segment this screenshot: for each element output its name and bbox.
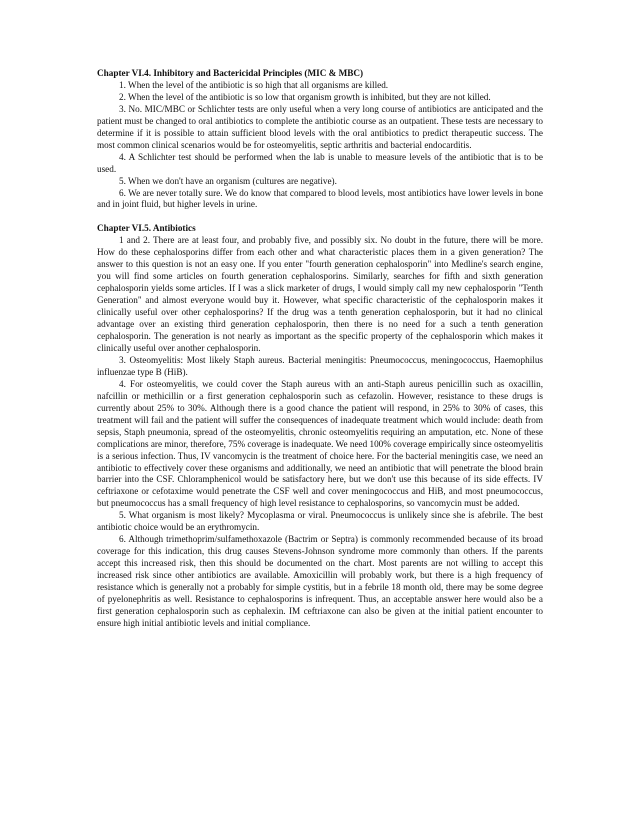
answer-paragraph: 1. When the level of the antibiotic is so high that all organisms are killed. (119, 79, 389, 90)
answer-paragraph: 5. What organism is most likely? Mycoplasma or viral. Pneumococcus is unlikely since she is afebrile. The best antibiotic choice would be an erythromycin. (97, 510, 543, 533)
section-heading: Chapter VI.5. Antibiotics (97, 223, 196, 234)
answer-paragraph: 1 and 2. There are at least four, and probably five, and possibly six. No doubt in the future, there will be more. How do these cephalosporins differ from each other and what characteristic places them in a given generation? The answer to this question is not an easy one. If you enter "fourth generation cephalosporin" into Medline's search engine, you will find some articles on fourth generation cephalosporins. Similarly, searches for fifth and sixth generation cephalosporin yields some articles. If I was a slick marketer of drugs, I would simply call my new cephalosporin "Tenth Generation" and almost everyone would buy it. However, what specific characteristic of the cephalosporin makes it clinically useful over other cephalosporins? If the drug was a tenth generation cephalosporin, but it had no clinical advantage over an existing third generation cephalosporin, then there is no need for a such a tenth generation cephalosporin. The generation is not nearly as important as the specific property of the cephalosporin which makes it clinically useful over another cephalosporin. (97, 235, 543, 353)
answer-paragraph: 3. No. MIC/MBC or Schlichter tests are only useful when a very long course of antibiotics are anticipated and the patient must be changed to oral antibiotics to complete the antibiotic course as an outpatient. These tests are necessary to determine if it is possible to attain sufficient blood levels with the oral antibiotics to predict therapeutic success. The most common clinical scenarios would be for osteomyelitis, septic arthritis and bacterial endocarditis. (97, 103, 543, 150)
section-heading: Chapter VI.4. Inhibitory and Bactericidal Principles (MIC & MBC) (97, 68, 364, 78)
answer-paragraph: 4. For osteomyelitis, we could cover the Staph aureus with an anti-Staph aureus penicillin such as oxacillin, nafcillin or methicillin or a first generation cephalosporin such as cefazolin. However, resistance to these drugs is currently about 25% to 30%. Although there is a good chance the patient will respond, in 25% to 30% of cases, this treatment will fail and the patient will suffer the consequences of inadequate treatment which would include: death from sepsis, Staph pneumonia, spread of the osteomyelitis, chronic osteomyelitis requiring an amputation, etc. None of these complications are minor, therefore, 75% coverage is inadequate. We need 100% coverage empirically since osteomyelitis is a serious infection. Thus, IV vancomycin is the treatment of choice here. For the bacterial meningitis case, we need an antibiotic to effectively cover these organisms and additionally, we need an antibiotic that will penetrate the blood brain barrier into the CSF. Chloramphenicol would be satisfactory here, but we don't use this because of its side effects. IV ceftriaxone or cefotaxime would penetrate the CSF well and cover meningococcus and HiB, and most pneumococcus, but pneumococcus has a small frequency of high level resistance to cephalosporins, so vancomycin must be added. (97, 378, 543, 509)
answer-paragraph: 2. When the level of the antibiotic is so low that organism growth is inhibited, but they are not killed. (119, 91, 491, 102)
answer-paragraph: 6. Although trimethoprim/sulfamethoxazole (Bactrim or Septra) is commonly recommended because of its broad coverage for this indication, this drug causes Stevens-Johnson syndrome more commonly than others. If the parents accept this increased risk, then this should be documented on the chart. Most parents are not willing to accept this increased risk since other antibiotics are available. Amoxicillin will probably work, but there is a high frequency of resistance which is generally not a probably for simple cystitis, but in a febrile 18 month old, there may be some degree of pyelonephritis as well. Resistance to cephalosporins is infrequent. Thus, an acceptable answer here would also be a first generation cephalosporin such as cephalexin. IM ceftriaxone can also be given at the initial patient encounter to ensure high initial antibiotic levels and initial compliance. (97, 534, 543, 628)
answer-paragraph: 3. Osteomyelitis: Most likely Staph aureus. Bacterial meningitis: Pneumococcus, meningococcus, Haemophilus influenzae type B (HiB). (97, 354, 543, 377)
answer-paragraph: 4. A Schlichter test should be performed when the lab is unable to measure levels of the antibiotic that is to be used. (97, 151, 543, 174)
section-spacer (97, 211, 543, 223)
section-chapter-vi-4 (97, 68, 543, 211)
document-page (97, 68, 543, 630)
answer-paragraph: 5. When we don't have an organism (cultures are negative). (119, 175, 337, 186)
answer-paragraph: 6. We are never totally sure. We do know that compared to blood levels, most antibiotics have lower levels in bone and in joint fluid, but higher levels in urine. (97, 187, 543, 210)
section-chapter-vi-5 (97, 223, 543, 629)
